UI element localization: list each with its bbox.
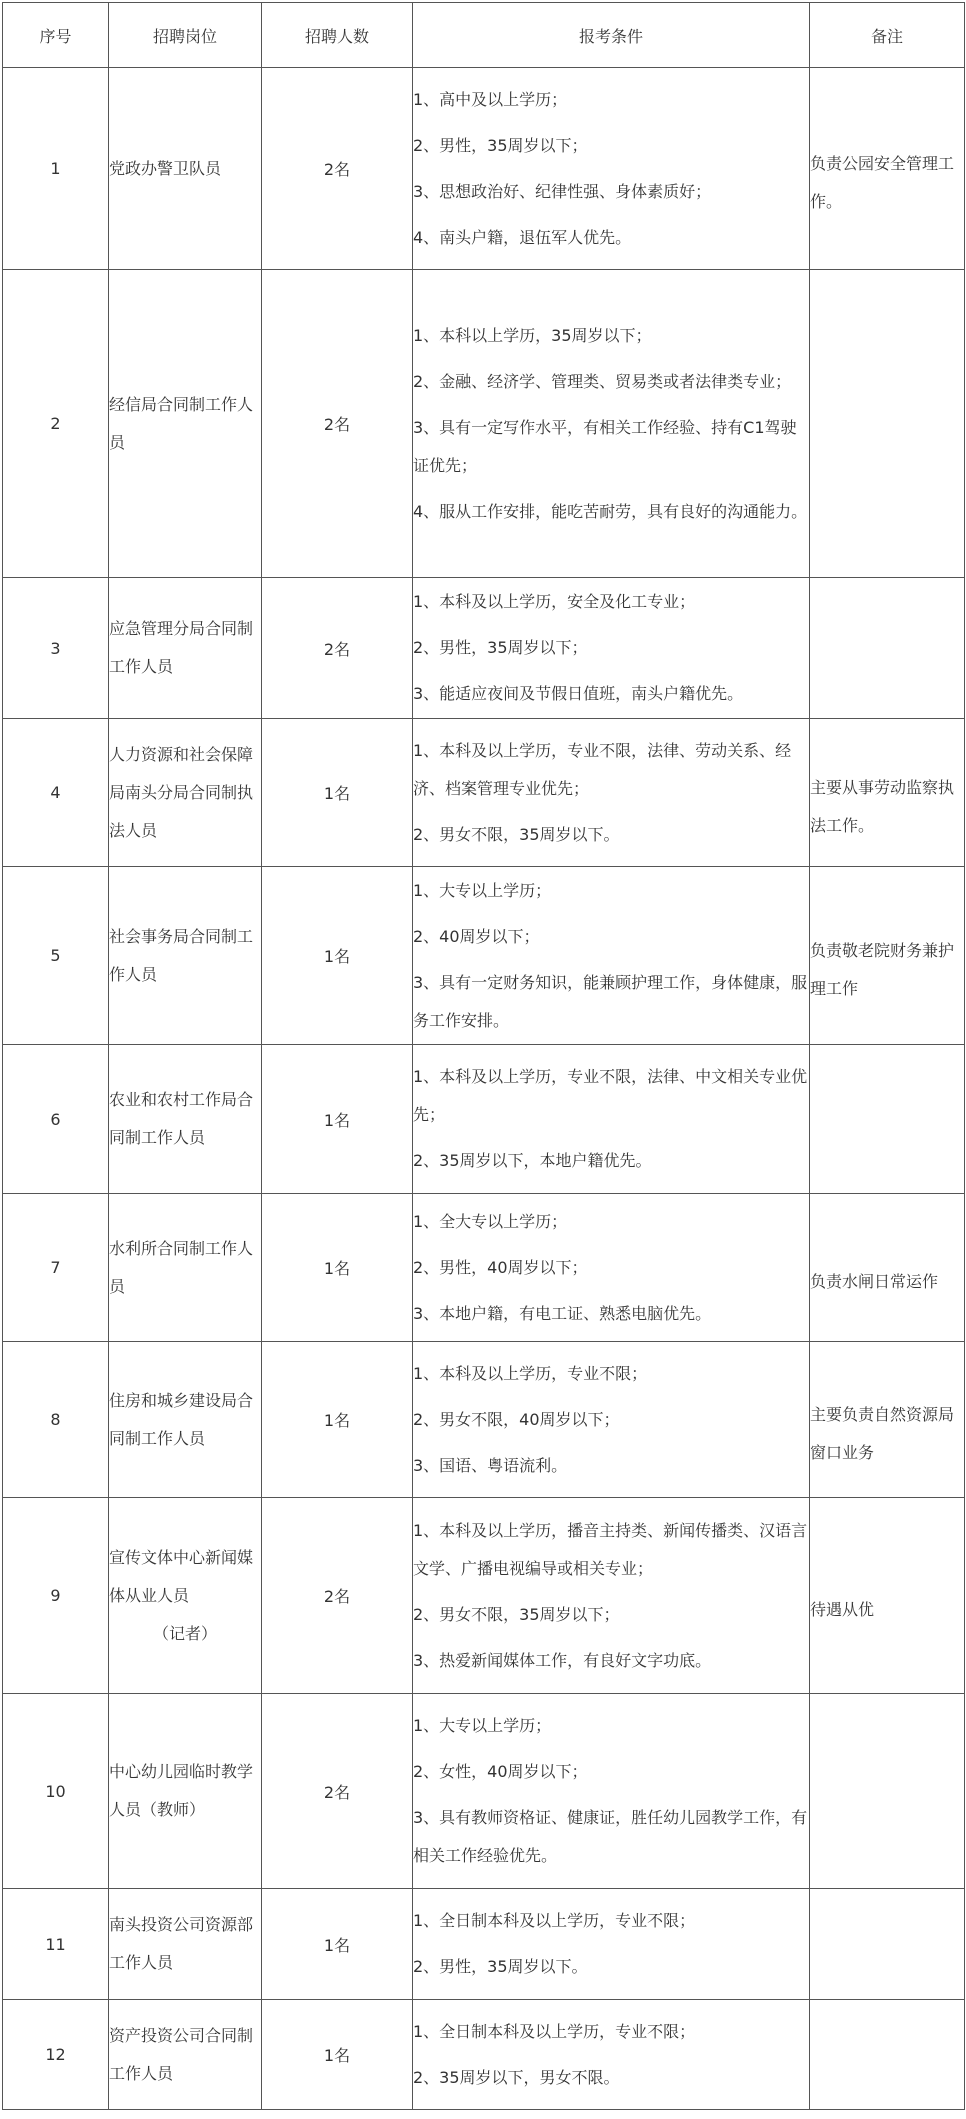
requirement-item: 1、大专以上学历；	[413, 880, 552, 900]
requirement-item: 3、本地户籍，有电工证、熟悉电脑优先。	[413, 1303, 712, 1323]
headcount: 1名	[262, 2000, 413, 2110]
position-text: 资产投资公司合同制工作人员	[109, 2025, 254, 2083]
position-text: 农业和农村工作局合同制工作人员	[109, 1090, 254, 1147]
table-row	[3, 1194, 965, 1342]
position-text: 水利所合同制工作人员	[109, 1238, 254, 1296]
requirements-cell	[413, 1694, 810, 1889]
row-number: 4	[3, 719, 109, 867]
row-number: 10	[3, 1694, 109, 1889]
note-cell	[810, 867, 965, 1045]
headcount: 2名	[262, 1498, 413, 1694]
requirement-item: 1、本科以上学历，35周岁以下；	[413, 325, 652, 345]
requirements-cell	[413, 2000, 810, 2110]
requirement-item: 2、金融、经济学、管理类、贸易类或者法律类专业；	[413, 371, 792, 391]
row-number: 11	[3, 1889, 109, 2000]
requirement-item: 1、本科及以上学历，专业不限；	[413, 1363, 648, 1383]
requirements-cell	[413, 719, 810, 867]
header-count: 招聘人数	[262, 3, 413, 68]
note-cell	[810, 1194, 965, 1342]
position-cell	[109, 1694, 262, 1889]
note-cell	[810, 1045, 965, 1194]
requirement-item: 1、大专以上学历；	[413, 1716, 552, 1735]
table-row	[3, 68, 965, 270]
requirements-cell	[413, 1045, 810, 1194]
table-row	[3, 270, 965, 578]
header-no: 序号	[3, 3, 109, 68]
note-text	[810, 2041, 964, 2069]
headcount: 1名	[262, 1342, 413, 1498]
position-text: 住房和城乡建设局合同制工作人员	[109, 1390, 254, 1448]
note-cell	[810, 2000, 965, 2110]
requirement-item: 2、男性，40周岁以下；	[413, 1257, 588, 1277]
requirements-cell	[413, 578, 810, 719]
table-row	[3, 578, 965, 719]
note-text	[810, 634, 964, 662]
note-text: 负责敬老院财务兼护理工作	[810, 940, 955, 998]
headcount: 1名	[262, 719, 413, 867]
position-cell	[109, 1889, 262, 2000]
note-text: 负责水闸日常运作	[810, 1271, 939, 1291]
requirements-cell	[413, 68, 810, 270]
note-cell	[810, 578, 965, 719]
note-text	[810, 1777, 964, 1805]
row-number: 7	[3, 1194, 109, 1342]
requirement-item: 3、具有一定财务知识，能兼顾护理工作，身体健康，服务工作安排。	[413, 972, 808, 1030]
position-text: 南头投资公司资源部工作人员	[109, 1915, 254, 1972]
position-cell	[109, 1194, 262, 1342]
requirement-item: 1、全大专以上学历；	[413, 1211, 568, 1231]
requirement-item: 1、全日制本科及以上学历，专业不限；	[413, 1911, 696, 1930]
requirement-item: 1、本科及以上学历，安全及化工专业；	[413, 592, 696, 611]
table-row	[3, 1889, 965, 2000]
requirements-cell	[413, 270, 810, 578]
position-cell	[109, 2000, 262, 2110]
requirement-item: 2、35周岁以下，男女不限。	[413, 2067, 620, 2087]
position-cell	[109, 1342, 262, 1498]
note-cell	[810, 719, 965, 867]
requirements-cell	[413, 1889, 810, 2000]
requirement-item: 1、本科及以上学历，专业不限，法律、劳动关系、经济、档案管理专业优先；	[413, 740, 792, 798]
requirements-cell	[413, 1194, 810, 1342]
requirement-item: 4、服从工作安排，能吃苦耐劳，具有良好的沟通能力。	[413, 501, 808, 521]
headcount: 2名	[262, 68, 413, 270]
requirement-item: 3、具有一定写作水平，有相关工作经验、持有C1驾驶证优先；	[413, 417, 797, 475]
row-number: 2	[3, 270, 109, 578]
note-cell	[810, 1342, 965, 1498]
row-number: 3	[3, 578, 109, 719]
headcount: 2名	[262, 578, 413, 719]
requirement-item: 3、思想政治好、纪律性强、身体素质好；	[413, 181, 712, 201]
position-cell	[109, 68, 262, 270]
requirement-item: 2、男女不限，35周岁以下。	[413, 824, 620, 844]
requirements-cell	[413, 1498, 810, 1694]
headcount: 1名	[262, 867, 413, 1045]
requirements-cell	[413, 1342, 810, 1498]
requirement-item: 3、国语、粤语流利。	[413, 1455, 568, 1475]
table-row	[3, 1498, 965, 1694]
headcount: 1名	[262, 1194, 413, 1342]
row-number: 8	[3, 1342, 109, 1498]
note-text	[810, 1930, 964, 1958]
headcount: 2名	[262, 270, 413, 578]
requirement-item: 1、本科及以上学历，专业不限，法律、中文相关专业优先；	[413, 1067, 808, 1124]
row-number: 12	[3, 2000, 109, 2110]
headcount: 1名	[262, 1045, 413, 1194]
requirement-item: 2、男女不限，40周岁以下；	[413, 1409, 620, 1429]
row-number: 1	[3, 68, 109, 270]
header-note: 备注	[810, 3, 965, 68]
requirement-item: 2、女性，40周岁以下；	[413, 1762, 588, 1781]
position-cell	[109, 1498, 262, 1694]
requirement-item: 3、热爱新闻媒体工作，有良好文字功底。	[413, 1650, 712, 1670]
position-text: （记者）	[152, 1623, 217, 1643]
position-text: 党政办警卫队员	[109, 158, 222, 178]
requirement-item: 2、40周岁以下；	[413, 926, 540, 946]
requirement-item: 3、能适应夜间及节假日值班，南头户籍优先。	[413, 684, 744, 703]
requirement-item: 2、35周岁以下，本地户籍优先。	[413, 1151, 652, 1170]
position-cell	[109, 270, 262, 578]
note-cell	[810, 1498, 965, 1694]
requirement-item: 2、男性，35周岁以下；	[413, 638, 588, 657]
table-header-row	[3, 3, 965, 68]
requirement-item: 4、南头户籍，退伍军人优先。	[413, 227, 632, 247]
position-text: 社会事务局合同制工作人员	[109, 926, 254, 984]
table-row	[3, 1694, 965, 1889]
recruitment-table	[2, 2, 965, 2110]
requirements-cell	[413, 867, 810, 1045]
note-text	[810, 1105, 964, 1133]
requirement-item: 1、高中及以上学历；	[413, 89, 568, 109]
table-row	[3, 719, 965, 867]
note-cell	[810, 68, 965, 270]
note-text	[810, 410, 964, 438]
requirement-item: 2、男女不限，35周岁以下；	[413, 1604, 620, 1624]
table-row	[3, 1045, 965, 1194]
row-number: 6	[3, 1045, 109, 1194]
position-cell	[109, 578, 262, 719]
position-cell	[109, 867, 262, 1045]
note-text: 主要负责自然资源局窗口业务	[810, 1404, 955, 1462]
requirement-item: 2、男性，35周岁以下。	[413, 1957, 588, 1976]
headcount: 1名	[262, 1889, 413, 2000]
position-text: 经信局合同制工作人员	[109, 394, 254, 452]
headcount: 2名	[262, 1694, 413, 1889]
position-text: 中心幼儿园临时教学人员（教师）	[109, 1762, 254, 1819]
requirement-item: 2、男性，35周岁以下；	[413, 135, 588, 155]
row-number: 9	[3, 1498, 109, 1694]
note-text: 负责公园安全管理工作。	[810, 153, 955, 211]
requirement-item: 1、本科及以上学历，播音主持类、新闻传播类、汉语言文学、广播电视编导或相关专业；	[413, 1520, 808, 1578]
table-row	[3, 867, 965, 1045]
table-row	[3, 1342, 965, 1498]
note-cell	[810, 1889, 965, 2000]
requirement-item: 3、具有教师资格证、健康证，胜任幼儿园教学工作，有相关工作经验优先。	[413, 1808, 808, 1865]
position-cell	[109, 719, 262, 867]
note-text: 待遇从优	[810, 1599, 875, 1619]
position-text: 宣传文体中心新闻媒体从业人员	[109, 1547, 254, 1605]
position-text: 应急管理分局合同制工作人员	[109, 619, 254, 676]
requirement-item: 1、全日制本科及以上学历，专业不限；	[413, 2021, 696, 2041]
note-cell	[810, 270, 965, 578]
note-cell	[810, 1694, 965, 1889]
position-text: 人力资源和社会保障局南头分局合同制执法人员	[109, 744, 254, 840]
header-requirements: 报考条件	[413, 3, 810, 68]
note-text: 主要从事劳动监察执法工作。	[810, 777, 955, 835]
table-row	[3, 2000, 965, 2110]
position-cell	[109, 1045, 262, 1194]
row-number: 5	[3, 867, 109, 1045]
header-position: 招聘岗位	[109, 3, 262, 68]
